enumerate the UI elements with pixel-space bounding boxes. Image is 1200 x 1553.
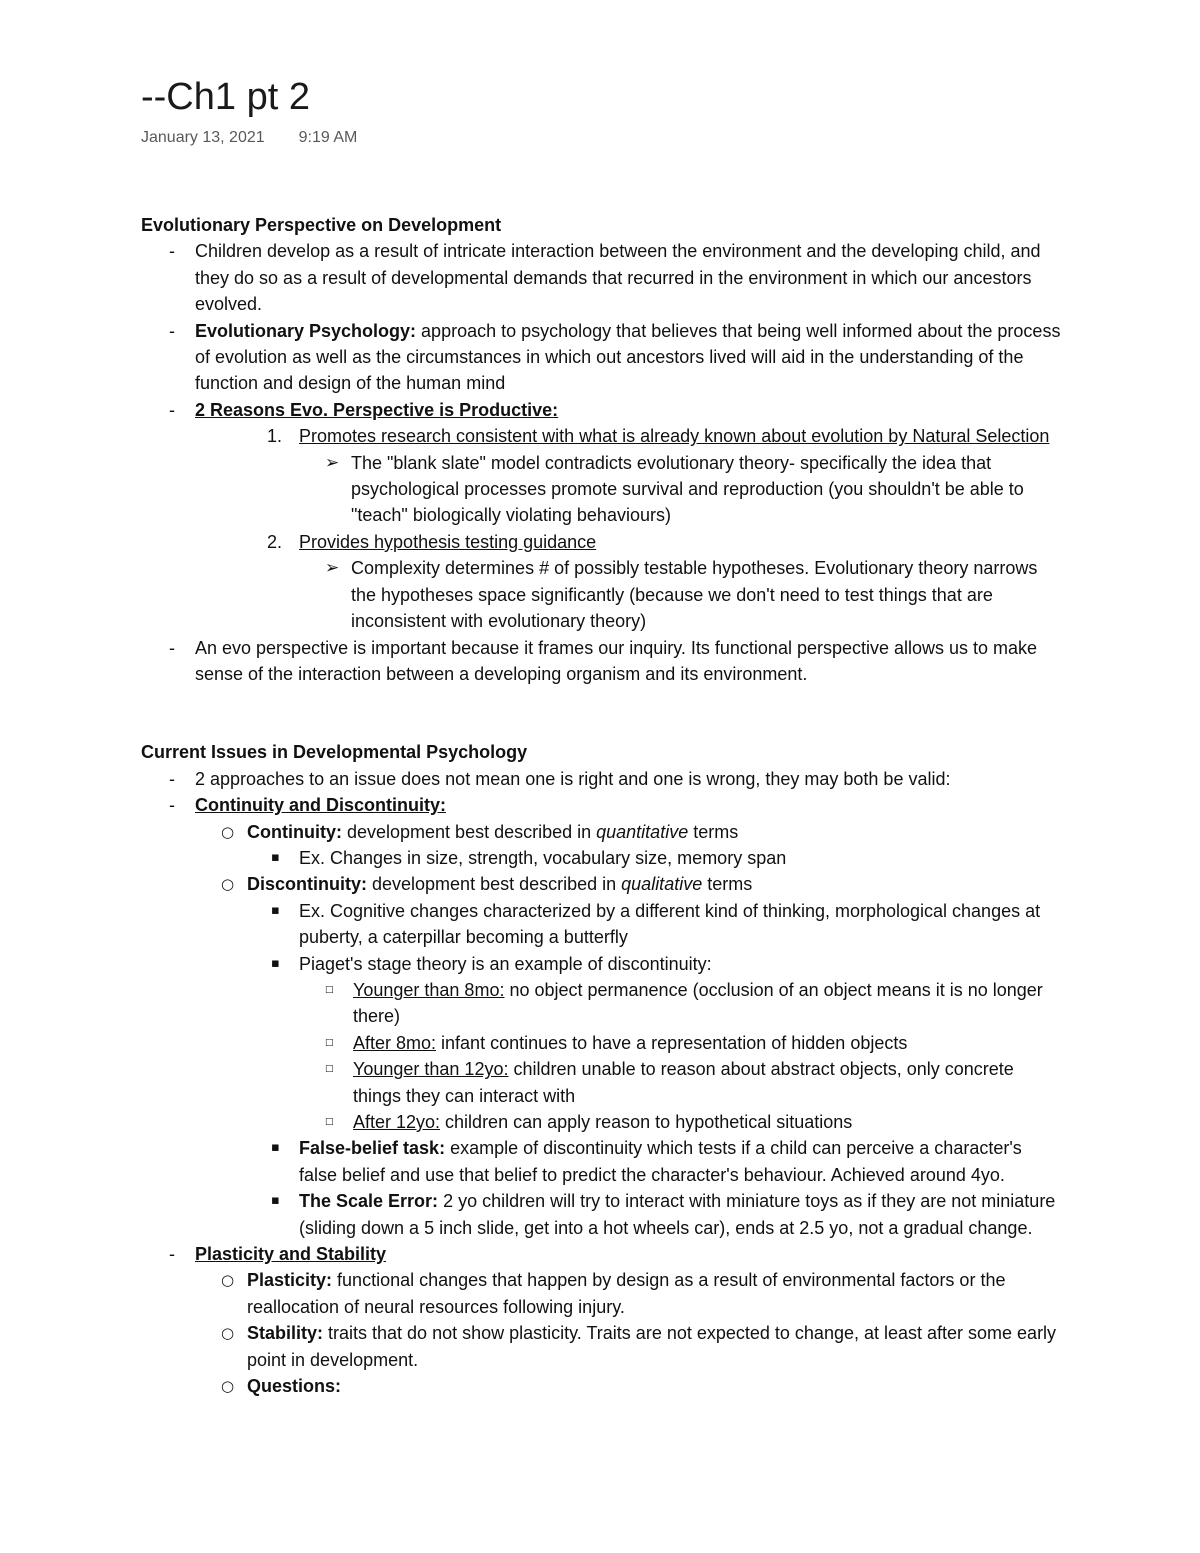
term: Younger than 8mo:	[353, 979, 505, 1000]
square-bullet-icon: ▪	[271, 955, 280, 971]
list-item: - An evo perspective is important because it frames our inquiry. Its functional perspective allows us to make sense of the interaction between a developing organism and its environment.	[141, 635, 1061, 688]
square-bullet-icon: ▪	[271, 1140, 280, 1156]
term: False-belief task:	[299, 1138, 446, 1159]
list-item: □ After 12yo: children can apply reason to hypothetical situations	[141, 1109, 1061, 1135]
dash-bullet-icon: -	[169, 1244, 175, 1265]
list-item: □ Younger than 12yo: children unable to reason about abstract objects, only concrete things they can interact with	[141, 1056, 1061, 1109]
dash-bullet-icon: -	[169, 637, 175, 658]
term: Plasticity:	[247, 1270, 333, 1291]
hollow-square-bullet-icon: □	[325, 1117, 334, 1127]
section-heading-evolutionary: Evolutionary Perspective on Development	[141, 215, 502, 235]
dash-bullet-icon: -	[169, 795, 175, 816]
term: Discontinuity:	[247, 874, 367, 895]
list-item: ○ Discontinuity: development best described in qualitative terms	[141, 871, 1061, 897]
note-time: 9:19 AM	[298, 129, 358, 146]
circle-bullet-icon: ○	[221, 1377, 235, 1396]
list-item	[141, 1373, 1061, 1399]
term: The Scale Error:	[299, 1191, 439, 1212]
term: After 8mo:	[353, 1032, 437, 1053]
list-item: □ After 8mo: infant continues to have a representation of hidden objects	[141, 1030, 1061, 1056]
list-item: ○ Plasticity: functional changes that happen by design as a result of environmental factors or the reallocation of neural resources following injury.	[141, 1267, 1061, 1320]
list-item: ▪ Piaget's stage theory is an example of discontinuity:	[141, 951, 1061, 977]
list-item: ▪ The Scale Error: 2 yo children will try to interact with miniature toys as if they are not miniature (sliding down a 5 inch slide, get into a hot wheels car), ends at 2.5 yo, not a gradual change.	[141, 1188, 1061, 1241]
square-bullet-icon: ▪	[271, 902, 280, 918]
list-item	[141, 1241, 1061, 1267]
list-item	[141, 397, 1061, 423]
list-item: ○ Continuity: development best described in quantitative terms	[141, 819, 1061, 845]
hollow-square-bullet-icon: □	[325, 984, 334, 995]
term: Continuity:	[247, 821, 342, 842]
arrow-bullet-icon: ➢	[325, 558, 340, 579]
dash-bullet-icon: -	[169, 768, 175, 789]
section-heading-current-issues: Current Issues in Developmental Psychology	[141, 742, 528, 763]
term: Evolutionary Psychology:	[195, 320, 417, 341]
list-item: ➢ The "blank slate" model contradicts evolutionary theory- specifically the idea that psychological processes promote survival and reproduction (you shouldn't be able to "teach" biologically violating behaviours)	[141, 450, 1061, 529]
hollow-square-bullet-icon: □	[325, 1064, 334, 1075]
list-item: - Children develop as a result of intricate interaction between the environment and the developing child, and they do so as a result of developmental demands that recurred in the environment in which our ancestors evolved.	[141, 238, 1061, 317]
circle-bullet-icon: ○	[221, 822, 235, 841]
list-item: ▪ Ex. Changes in size, strength, vocabulary size, memory span	[141, 845, 1061, 871]
term: After 12yo:	[353, 1112, 441, 1132]
list-number: 1.	[267, 426, 283, 447]
list-item	[141, 792, 1061, 818]
list-item: □ Younger than 8mo: no object permanence (occlusion of an object means it is no longer there)	[141, 977, 1061, 1030]
square-bullet-icon: ▪	[271, 1193, 280, 1209]
term: Stability:	[247, 1323, 324, 1344]
list-item: - 2 approaches to an issue does not mean one is right and one is wrong, they may both be valid:	[141, 766, 1061, 792]
circle-bullet-icon: ○	[221, 875, 235, 894]
dash-bullet-icon: -	[169, 241, 175, 262]
list-item: ○ Stability: traits that do not show plasticity. Traits are not expected to change, at least after some early point in development.	[141, 1320, 1061, 1373]
hollow-square-bullet-icon: □	[325, 1037, 334, 1048]
list-item: ▪ Ex. Cognitive changes characterized by a different kind of thinking, morphological changes at puberty, a caterpillar becoming a butterfly	[141, 898, 1061, 951]
list-item: ▪ False-belief task: example of discontinuity which tests if a child can perceive a character's false belief and use that belief to predict the character's behaviour. Achieved around 4yo.	[141, 1135, 1061, 1188]
square-bullet-icon: ▪	[271, 849, 280, 865]
page-title: --Ch1 pt 2	[141, 76, 310, 118]
term: Questions:	[247, 1376, 342, 1397]
list-number: 2.	[267, 531, 283, 552]
note-date: January 13, 2021	[141, 129, 265, 146]
list-item: - Evolutionary Psychology: approach to psychology that believes that being well informed about the process of evolution as well as the circumstances in which out ancestors lived will aid in the understanding of the function and design of the human mind	[141, 318, 1061, 397]
numbered-item: 2. Provides hypothesis testing guidance	[141, 529, 1061, 555]
dash-bullet-icon: -	[169, 399, 175, 420]
list-item: ➢ Complexity determines # of possibly testable hypotheses. Evolutionary theory narrows the hypotheses space significantly (because we don't need to test things that are inconsistent with evolutionary theory)	[141, 555, 1061, 634]
term: Younger than 12yo:	[353, 1059, 509, 1080]
circle-bullet-icon: ○	[221, 1324, 235, 1343]
note-timestamp	[141, 127, 357, 149]
numbered-item: 1. Promotes research consistent with what is already known about evolution by Natural Selection	[141, 423, 1061, 449]
circle-bullet-icon: ○	[221, 1271, 235, 1290]
subheading-plasticity: Plasticity and Stability	[195, 1244, 387, 1265]
arrow-bullet-icon: ➢	[325, 452, 340, 473]
subheading-continuity: Continuity and Discontinuity:	[195, 795, 446, 816]
note-body	[141, 212, 1061, 1399]
subheading-reasons: 2 Reasons Evo. Perspective is Productive:	[195, 399, 559, 420]
dash-bullet-icon: -	[169, 320, 175, 341]
